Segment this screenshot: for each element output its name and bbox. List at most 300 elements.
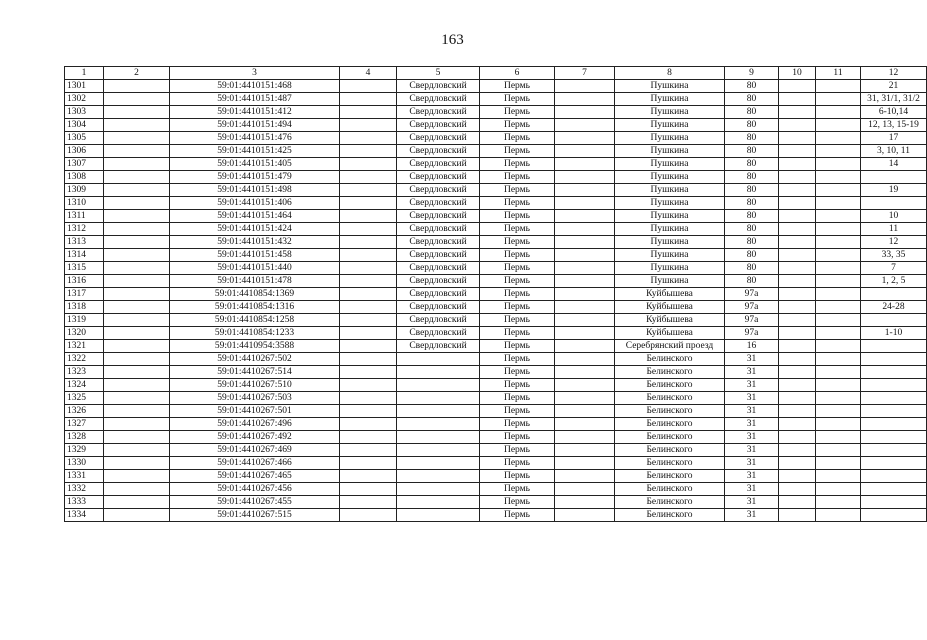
house-number-cell: 80 [725,106,779,119]
empty-cell [555,379,615,392]
house-number-cell: 97а [725,288,779,301]
empty-cell [104,158,170,171]
apartments-cell: 24-28 [861,301,927,314]
row-number-cell: 1332 [65,483,104,496]
district-cell [397,509,480,522]
table-row [65,223,927,236]
street-cell: Пушкина [615,210,725,223]
empty-cell [555,288,615,301]
district-cell [397,366,480,379]
empty-cell [816,470,861,483]
empty-cell [555,470,615,483]
empty-cell [555,262,615,275]
cadastral-number-cell: 59:01:4410267:492 [170,431,340,444]
district-cell [397,379,480,392]
empty-cell [340,171,397,184]
empty-cell [816,327,861,340]
street-cell: Пушкина [615,132,725,145]
cadastral-number-cell: 59:01:4410151:476 [170,132,340,145]
empty-cell [104,184,170,197]
table-row [65,444,927,457]
city-cell: Пермь [480,236,555,249]
empty-cell [555,392,615,405]
district-cell: Свердловский [397,301,480,314]
empty-cell [340,197,397,210]
house-number-cell: 31 [725,496,779,509]
city-cell: Пермь [480,275,555,288]
apartments-cell: 21 [861,80,927,93]
city-cell: Пермь [480,106,555,119]
house-number-cell: 80 [725,145,779,158]
header-row [65,67,927,80]
empty-cell [555,314,615,327]
table-row [65,288,927,301]
empty-cell [340,93,397,106]
row-number-cell: 1315 [65,262,104,275]
row-number-cell: 1331 [65,470,104,483]
cadastral-number-cell: 59:01:4410267:456 [170,483,340,496]
house-number-cell: 97а [725,327,779,340]
house-number-cell: 80 [725,119,779,132]
cadastral-number-cell: 59:01:4410151:487 [170,93,340,106]
row-number-cell: 1309 [65,184,104,197]
table-row [65,132,927,145]
column-header: 6 [480,67,555,80]
city-cell: Пермь [480,418,555,431]
row-number-cell: 1316 [65,275,104,288]
empty-cell [779,301,816,314]
house-number-cell: 16 [725,340,779,353]
empty-cell [104,509,170,522]
table-row [65,80,927,93]
house-number-cell: 31 [725,470,779,483]
empty-cell [340,431,397,444]
district-cell: Свердловский [397,132,480,145]
street-cell: Серебрянский проезд [615,340,725,353]
city-cell: Пермь [480,197,555,210]
city-cell: Пермь [480,249,555,262]
street-cell: Белинского [615,470,725,483]
empty-cell [104,444,170,457]
empty-cell [340,444,397,457]
cadastral-number-cell: 59:01:4410854:1258 [170,314,340,327]
table-row [65,119,927,132]
house-number-cell: 31 [725,379,779,392]
city-cell: Пермь [480,457,555,470]
column-header: 2 [104,67,170,80]
cadastral-number-cell: 59:01:4410151:424 [170,223,340,236]
apartments-cell: 17 [861,132,927,145]
empty-cell [779,236,816,249]
empty-cell [340,340,397,353]
empty-cell [555,236,615,249]
empty-cell [555,158,615,171]
street-cell: Белинского [615,457,725,470]
district-cell: Свердловский [397,340,480,353]
apartments-cell [861,444,927,457]
street-cell: Белинского [615,496,725,509]
house-number-cell: 97а [725,301,779,314]
empty-cell [555,327,615,340]
district-cell [397,444,480,457]
street-cell: Пушкина [615,171,725,184]
apartments-cell [861,366,927,379]
city-cell: Пермь [480,379,555,392]
city-cell: Пермь [480,405,555,418]
district-cell: Свердловский [397,119,480,132]
empty-cell [104,93,170,106]
empty-cell [779,353,816,366]
row-number-cell: 1318 [65,301,104,314]
empty-cell [555,353,615,366]
empty-cell [340,210,397,223]
district-cell: Свердловский [397,171,480,184]
empty-cell [340,366,397,379]
empty-cell [555,483,615,496]
city-cell: Пермь [480,470,555,483]
city-cell: Пермь [480,483,555,496]
empty-cell [555,106,615,119]
row-number-cell: 1322 [65,353,104,366]
apartments-cell [861,496,927,509]
district-cell: Свердловский [397,106,480,119]
empty-cell [555,431,615,444]
city-cell: Пермь [480,80,555,93]
street-cell: Белинского [615,405,725,418]
empty-cell [816,457,861,470]
cadastral-number-cell: 59:01:4410267:502 [170,353,340,366]
empty-cell [104,392,170,405]
empty-cell [340,288,397,301]
cadastral-number-cell: 59:01:4410151:458 [170,249,340,262]
row-number-cell: 1308 [65,171,104,184]
empty-cell [555,366,615,379]
empty-cell [340,509,397,522]
city-cell: Пермь [480,366,555,379]
empty-cell [779,145,816,158]
district-cell: Свердловский [397,184,480,197]
empty-cell [779,314,816,327]
cadastral-number-cell: 59:01:4410267:469 [170,444,340,457]
empty-cell [779,197,816,210]
apartments-cell [861,418,927,431]
empty-cell [104,145,170,158]
column-header: 12 [861,67,927,80]
house-number-cell: 31 [725,444,779,457]
district-cell [397,431,480,444]
empty-cell [555,145,615,158]
apartments-cell [861,197,927,210]
street-cell: Белинского [615,379,725,392]
street-cell: Пушкина [615,80,725,93]
empty-cell [555,210,615,223]
table-row [65,236,927,249]
empty-cell [340,470,397,483]
city-cell: Пермь [480,210,555,223]
table-row [65,496,927,509]
table-row [65,366,927,379]
page-number: 163 [441,32,464,48]
house-number-cell: 80 [725,80,779,93]
apartments-cell: 10 [861,210,927,223]
city-cell: Пермь [480,327,555,340]
cadastral-number-cell: 59:01:4410267:515 [170,509,340,522]
empty-cell [779,262,816,275]
city-cell: Пермь [480,132,555,145]
empty-cell [779,132,816,145]
district-cell: Свердловский [397,145,480,158]
city-cell: Пермь [480,431,555,444]
apartments-cell: 31, 31/1, 31/2 [861,93,927,106]
apartments-cell: 11 [861,223,927,236]
house-number-cell: 31 [725,418,779,431]
apartments-cell: 19 [861,184,927,197]
table-row [65,314,927,327]
table-body [65,80,927,522]
empty-cell [555,132,615,145]
empty-cell [340,223,397,236]
apartments-cell [861,288,927,301]
empty-cell [555,301,615,314]
row-number-cell: 1310 [65,197,104,210]
empty-cell [104,379,170,392]
empty-cell [816,275,861,288]
apartments-cell [861,483,927,496]
table-row [65,340,927,353]
apartments-cell: 6-10,14 [861,106,927,119]
row-number-cell: 1321 [65,340,104,353]
cadastral-number-cell: 59:01:4410151:479 [170,171,340,184]
row-number-cell: 1306 [65,145,104,158]
empty-cell [816,444,861,457]
empty-cell [104,314,170,327]
row-number-cell: 1333 [65,496,104,509]
column-header: 9 [725,67,779,80]
cadastral-number-cell: 59:01:4410267:496 [170,418,340,431]
cadastral-number-cell: 59:01:4410151:468 [170,80,340,93]
column-header: 4 [340,67,397,80]
apartments-cell: 12, 13, 15-19 [861,119,927,132]
street-cell: Белинского [615,353,725,366]
empty-cell [104,223,170,236]
apartments-cell [861,340,927,353]
apartments-cell [861,379,927,392]
table-row [65,93,927,106]
empty-cell [779,509,816,522]
empty-cell [779,340,816,353]
row-number-cell: 1313 [65,236,104,249]
empty-cell [816,132,861,145]
district-cell: Свердловский [397,314,480,327]
apartments-cell: 1, 2, 5 [861,275,927,288]
empty-cell [779,470,816,483]
empty-cell [104,340,170,353]
district-cell [397,496,480,509]
table-row [65,171,927,184]
table-row [65,379,927,392]
column-header: 1 [65,67,104,80]
cadastral-number-cell: 59:01:4410151:440 [170,262,340,275]
empty-cell [340,249,397,262]
empty-cell [340,379,397,392]
cadastral-number-cell: 59:01:4410267:503 [170,392,340,405]
house-number-cell: 31 [725,483,779,496]
table-row [65,210,927,223]
cadastral-number-cell: 59:01:4410151:464 [170,210,340,223]
district-cell [397,353,480,366]
apartments-cell [861,405,927,418]
empty-cell [816,119,861,132]
apartments-cell [861,431,927,444]
empty-cell [555,171,615,184]
empty-cell [555,340,615,353]
cadastral-number-cell: 59:01:4410151:425 [170,145,340,158]
house-number-cell: 80 [725,236,779,249]
empty-cell [340,132,397,145]
empty-cell [779,431,816,444]
row-number-cell: 1325 [65,392,104,405]
row-number-cell: 1302 [65,93,104,106]
city-cell: Пермь [480,158,555,171]
table-row [65,106,927,119]
house-number-cell: 80 [725,262,779,275]
empty-cell [816,392,861,405]
street-cell: Пушкина [615,275,725,288]
column-header: 11 [816,67,861,80]
street-cell: Пушкина [615,106,725,119]
empty-cell [816,301,861,314]
empty-cell [340,314,397,327]
cadastral-number-cell: 59:01:4410267:501 [170,405,340,418]
row-number-cell: 1327 [65,418,104,431]
empty-cell [779,444,816,457]
table-row [65,470,927,483]
table-row [65,509,927,522]
empty-cell [340,405,397,418]
empty-cell [816,197,861,210]
apartments-cell [861,314,927,327]
empty-cell [340,80,397,93]
house-number-cell: 31 [725,353,779,366]
empty-cell [816,184,861,197]
city-cell: Пермь [480,288,555,301]
row-number-cell: 1304 [65,119,104,132]
empty-cell [779,119,816,132]
empty-cell [340,158,397,171]
district-cell: Свердловский [397,236,480,249]
row-number-cell: 1330 [65,457,104,470]
cadastral-number-cell: 59:01:4410151:432 [170,236,340,249]
empty-cell [779,80,816,93]
row-number-cell: 1314 [65,249,104,262]
empty-cell [816,80,861,93]
empty-cell [779,210,816,223]
empty-cell [816,379,861,392]
row-number-cell: 1307 [65,158,104,171]
empty-cell [555,119,615,132]
empty-cell [555,249,615,262]
empty-cell [340,483,397,496]
empty-cell [779,249,816,262]
table-row [65,184,927,197]
row-number-cell: 1312 [65,223,104,236]
row-number-cell: 1323 [65,366,104,379]
apartments-cell: 12 [861,236,927,249]
street-cell: Пушкина [615,93,725,106]
district-cell: Свердловский [397,262,480,275]
district-cell: Свердловский [397,80,480,93]
empty-cell [104,470,170,483]
house-number-cell: 31 [725,431,779,444]
empty-cell [555,223,615,236]
empty-cell [104,106,170,119]
district-cell [397,483,480,496]
district-cell: Свердловский [397,223,480,236]
street-cell: Куйбышева [615,288,725,301]
row-number-cell: 1328 [65,431,104,444]
empty-cell [340,392,397,405]
house-number-cell: 80 [725,275,779,288]
apartments-cell [861,353,927,366]
empty-cell [816,314,861,327]
street-cell: Белинского [615,418,725,431]
street-cell: Пушкина [615,119,725,132]
city-cell: Пермь [480,496,555,509]
apartments-cell [861,392,927,405]
empty-cell [816,340,861,353]
row-number-cell: 1334 [65,509,104,522]
empty-cell [104,366,170,379]
empty-cell [340,145,397,158]
empty-cell [340,301,397,314]
table-row [65,483,927,496]
empty-cell [816,405,861,418]
empty-cell [779,158,816,171]
empty-cell [104,288,170,301]
empty-cell [340,353,397,366]
district-cell: Свердловский [397,210,480,223]
empty-cell [816,223,861,236]
cadastral-number-cell: 59:01:4410151:494 [170,119,340,132]
city-cell: Пермь [480,314,555,327]
empty-cell [555,496,615,509]
row-number-cell: 1305 [65,132,104,145]
empty-cell [104,132,170,145]
empty-cell [104,301,170,314]
house-number-cell: 97а [725,314,779,327]
empty-cell [779,392,816,405]
empty-cell [104,236,170,249]
city-cell: Пермь [480,171,555,184]
house-number-cell: 80 [725,197,779,210]
house-number-cell: 31 [725,457,779,470]
empty-cell [816,366,861,379]
street-cell: Белинского [615,431,725,444]
house-number-cell: 31 [725,392,779,405]
house-number-cell: 80 [725,171,779,184]
street-cell: Пушкина [615,184,725,197]
empty-cell [779,223,816,236]
empty-cell [555,275,615,288]
empty-cell [779,93,816,106]
empty-cell [340,418,397,431]
column-header: 8 [615,67,725,80]
street-cell: Пушкина [615,158,725,171]
city-cell: Пермь [480,262,555,275]
empty-cell [340,106,397,119]
empty-cell [816,509,861,522]
city-cell: Пермь [480,392,555,405]
